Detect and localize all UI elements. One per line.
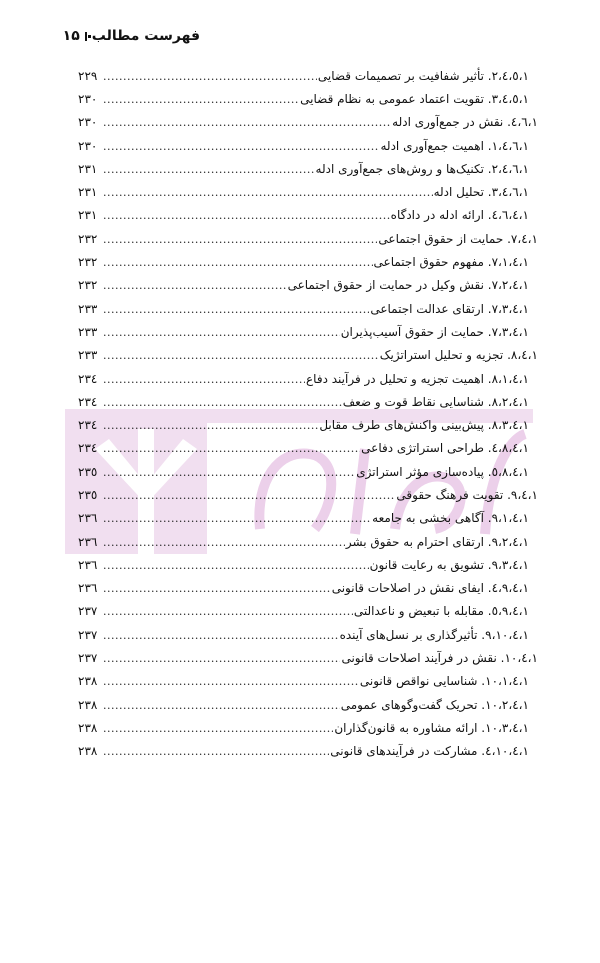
- toc-entry[interactable]: [78, 740, 538, 763]
- toc-entry[interactable]: [78, 460, 538, 483]
- toc-entry-title: ۱،٤،۹،۱. آگاهی بخشی به جامعه: [372, 511, 529, 526]
- toc-entry-page: ۲۳۳: [78, 301, 98, 316]
- toc-entry-page: ۲۲۹: [78, 68, 98, 83]
- toc-entry[interactable]: [78, 87, 538, 110]
- toc-leader-dots: [103, 372, 305, 386]
- toc-entry[interactable]: [78, 693, 538, 716]
- toc-leader-dots: [103, 162, 315, 176]
- toc-entry[interactable]: [78, 670, 538, 693]
- toc-entry[interactable]: [78, 297, 538, 320]
- toc-entry[interactable]: [78, 157, 538, 180]
- toc-entry-title: ۱،٤،۸،۳. پیش‌بینی واکنش‌های طرف مقابل: [319, 418, 529, 433]
- toc-entry[interactable]: [78, 507, 538, 530]
- toc-leader-dots: [103, 185, 433, 199]
- toc-entry[interactable]: [78, 646, 538, 669]
- toc-leader-dots: [103, 325, 340, 339]
- toc-entry-page: ۲۳٥: [78, 464, 98, 479]
- toc-leader-dots: [103, 395, 342, 409]
- toc-leader-dots: [103, 208, 390, 222]
- toc-entry[interactable]: [78, 274, 538, 297]
- toc-entry[interactable]: [78, 344, 538, 367]
- toc-leader-dots: [103, 441, 360, 455]
- toc-entry-page: ۲۳٦: [78, 581, 98, 596]
- toc-leader-dots: [103, 418, 318, 432]
- toc-entry-page: ۲۳۲: [78, 231, 98, 246]
- toc-entry-page: ۲۳٤: [78, 418, 98, 433]
- toc-entry-page: ۲۳۸: [78, 674, 98, 689]
- toc-entry[interactable]: [78, 204, 538, 227]
- toc-entry[interactable]: [78, 577, 538, 600]
- square-bullet-icon: [85, 32, 87, 41]
- toc-leader-dots: [103, 139, 379, 153]
- toc-entry-page: ۲۳٦: [78, 534, 98, 549]
- toc-leader-dots: [103, 651, 340, 665]
- toc-entry-page: ۲۳۳: [78, 324, 98, 339]
- toc-leader-dots: [103, 255, 373, 269]
- toc-entry[interactable]: [78, 320, 538, 343]
- toc-entry-title: ۱،٤،۹،٥. مقابله با تبعیض و ناعدالتی: [353, 604, 529, 619]
- toc-entry-page: ۲۳۱: [78, 208, 98, 223]
- toc-entry-page: ۲۳۷: [78, 604, 98, 619]
- toc-entry-title: ۱،٤،۷،۱. مفهوم حقوق اجتماعی: [373, 255, 529, 270]
- toc-entry-page: ۲۳٤: [78, 371, 98, 386]
- toc-leader-dots: [103, 69, 317, 83]
- page-header: [62, 24, 200, 48]
- toc-leader-dots: [103, 348, 379, 362]
- toc-entry-page: ۲۳٦: [78, 557, 98, 572]
- toc-leader-dots: [103, 511, 371, 525]
- toc-entry[interactable]: [78, 111, 538, 134]
- toc-entry-title: ۱،٤،۱۰،٤. مشارکت در فرآیندهای قانونی: [330, 744, 529, 759]
- toc-entry[interactable]: [78, 227, 538, 250]
- toc-entry-title: ۱،٤،۹. تقویت فرهنگ حقوقی: [396, 487, 538, 502]
- toc-entry-title: ۱،٤،۱۰،۱. شناسایی نواقص قانونی: [359, 674, 529, 689]
- toc-entry[interactable]: [78, 600, 538, 623]
- toc-leader-dots: [103, 488, 395, 502]
- toc-entry-page: ۲۳٥: [78, 487, 98, 502]
- toc-leader-dots: [103, 744, 329, 758]
- toc-leader-dots: [103, 674, 359, 688]
- toc-leader-dots: [103, 232, 377, 246]
- toc-entry-title: ۱،٤،۱۰. نقش در فرآیند اصلاحات قانونی: [341, 651, 538, 666]
- toc-entry-title: ۱،٤،۷. حمایت از حقوق اجتماعی: [378, 231, 538, 246]
- toc-entry[interactable]: [78, 437, 538, 460]
- toc-entry[interactable]: [78, 716, 538, 739]
- toc-entry-page: ۲۳۷: [78, 651, 98, 666]
- toc-leader-dots: [103, 604, 353, 618]
- toc-leader-dots: [103, 92, 299, 106]
- toc-entry-page: ۲۳۸: [78, 720, 98, 735]
- toc-entry[interactable]: [78, 367, 538, 390]
- toc-entry-page: ۲۳۲: [78, 278, 98, 293]
- toc-entry-title: ۱،٤،٥،۳. تقویت اعتماد عمومی به نظام قضایی: [300, 91, 529, 106]
- toc-entry-title: ۱،٤،۹،۳. تشویق به رعایت قانون: [369, 557, 529, 572]
- toc-entry-title: ۱،٤،۷،۳. حمایت از حقوق آسیب‌پذیران: [340, 324, 529, 339]
- toc-entry-title: ۱،٤،۷،۲. نقش وکیل در حمایت از حقوق اجتماعی: [287, 278, 529, 293]
- toc-entry-title: ۱،٤،٦،۱. اهمیت جمع‌آوری ادله: [380, 138, 529, 153]
- toc-entry-title: ۱،٤،٦. نقش در جمع‌آوری ادله: [392, 115, 538, 130]
- toc-entry-title: ۱،٤،٥،۲. تأثیر شفافیت بر تصمیمات قضایی: [317, 68, 529, 83]
- toc-entry-title: ۱،٤،٦،۳. تحلیل ادله: [433, 185, 529, 200]
- header-page-number: ۱۵: [62, 28, 80, 44]
- toc-leader-dots: [103, 115, 391, 129]
- toc-entry[interactable]: [78, 530, 538, 553]
- toc-entry-page: ۲۳۰: [78, 115, 98, 130]
- toc-entry-title: ۱،٤،۸. تجزیه و تحلیل استراتژیک: [379, 348, 538, 363]
- table-of-contents: [78, 64, 538, 763]
- toc-entry-page: ۲۳۰: [78, 138, 98, 153]
- toc-entry[interactable]: [78, 623, 538, 646]
- toc-leader-dots: [103, 302, 369, 316]
- toc-leader-dots: [103, 278, 287, 292]
- toc-entry-page: ۲۳٤: [78, 441, 98, 456]
- toc-entry-page: ۲۳۱: [78, 185, 98, 200]
- toc-leader-dots: [103, 581, 331, 595]
- toc-entry-title: ۱،٤،٦،٤. ارائه ادله در دادگاه: [390, 208, 529, 223]
- toc-entry[interactable]: [78, 64, 538, 87]
- toc-entry-title: ۱،٤،۱۰،۲. تحریک گفت‌وگوهای عمومی: [340, 697, 529, 712]
- toc-entry[interactable]: [78, 413, 538, 436]
- toc-entry-title: ۱،٤،۱۰،۳. ارائه مشاوره به قانون‌گذاران: [334, 720, 529, 735]
- toc-entry-title: ۱،٤،۸،۲. شناسایی نقاط قوت و ضعف: [342, 394, 529, 409]
- toc-leader-dots: [103, 558, 369, 572]
- toc-leader-dots: [103, 628, 339, 642]
- toc-entry[interactable]: [78, 250, 538, 273]
- toc-entry-page: ۲۳۸: [78, 744, 98, 759]
- toc-entry-page: ۲۳۰: [78, 91, 98, 106]
- toc-entry-title: ۱،٤،۸،٥. پیاده‌سازی مؤثر استراتژی: [356, 464, 529, 479]
- toc-entry-page: ۲۳۲: [78, 255, 98, 270]
- toc-entry-title: ۱،٤،۹،٤. ایفای نقش در اصلاحات قانونی: [331, 581, 529, 596]
- toc-entry-title: ۱،٤،۷،۳. ارتقای عدالت اجتماعی: [370, 301, 529, 316]
- toc-leader-dots: [103, 535, 345, 549]
- toc-entry-page: ۲۳۷: [78, 627, 98, 642]
- toc-entry[interactable]: [78, 483, 538, 506]
- toc-entry-page: ۲۳۱: [78, 161, 98, 176]
- toc-entry-title: ۱،٤،۸،٤. طراحی استراتژی دفاعی: [361, 441, 529, 456]
- toc-entry-title: ۱،٤،۹،۱۰. تأثیرگذاری بر نسل‌های آینده: [339, 627, 529, 642]
- toc-entry-title: ۱،٤،۹،۲. ارتقای احترام به حقوق بشر: [345, 534, 529, 549]
- toc-entry-page: ۲۳۸: [78, 697, 98, 712]
- toc-leader-dots: [103, 698, 340, 712]
- toc-entry-title: ۱،٤،٦،۲. تکنیک‌ها و روش‌های جمع‌آوری ادله: [315, 161, 529, 176]
- toc-entry[interactable]: [78, 180, 538, 203]
- toc-entry[interactable]: [78, 390, 538, 413]
- toc-entry-page: ۲۳۳: [78, 348, 98, 363]
- toc-entry-page: ۲۳٦: [78, 511, 98, 526]
- toc-entry[interactable]: [78, 553, 538, 576]
- toc-entry-title: ۱،٤،۸،۱. اهمیت تجزیه و تحلیل در فرآیند دفاع: [306, 371, 529, 386]
- toc-entry[interactable]: [78, 134, 538, 157]
- toc-leader-dots: [103, 721, 333, 735]
- header-title: فهرست مطالب: [91, 28, 200, 44]
- toc-entry-page: ۲۳٤: [78, 394, 98, 409]
- toc-leader-dots: [103, 465, 355, 479]
